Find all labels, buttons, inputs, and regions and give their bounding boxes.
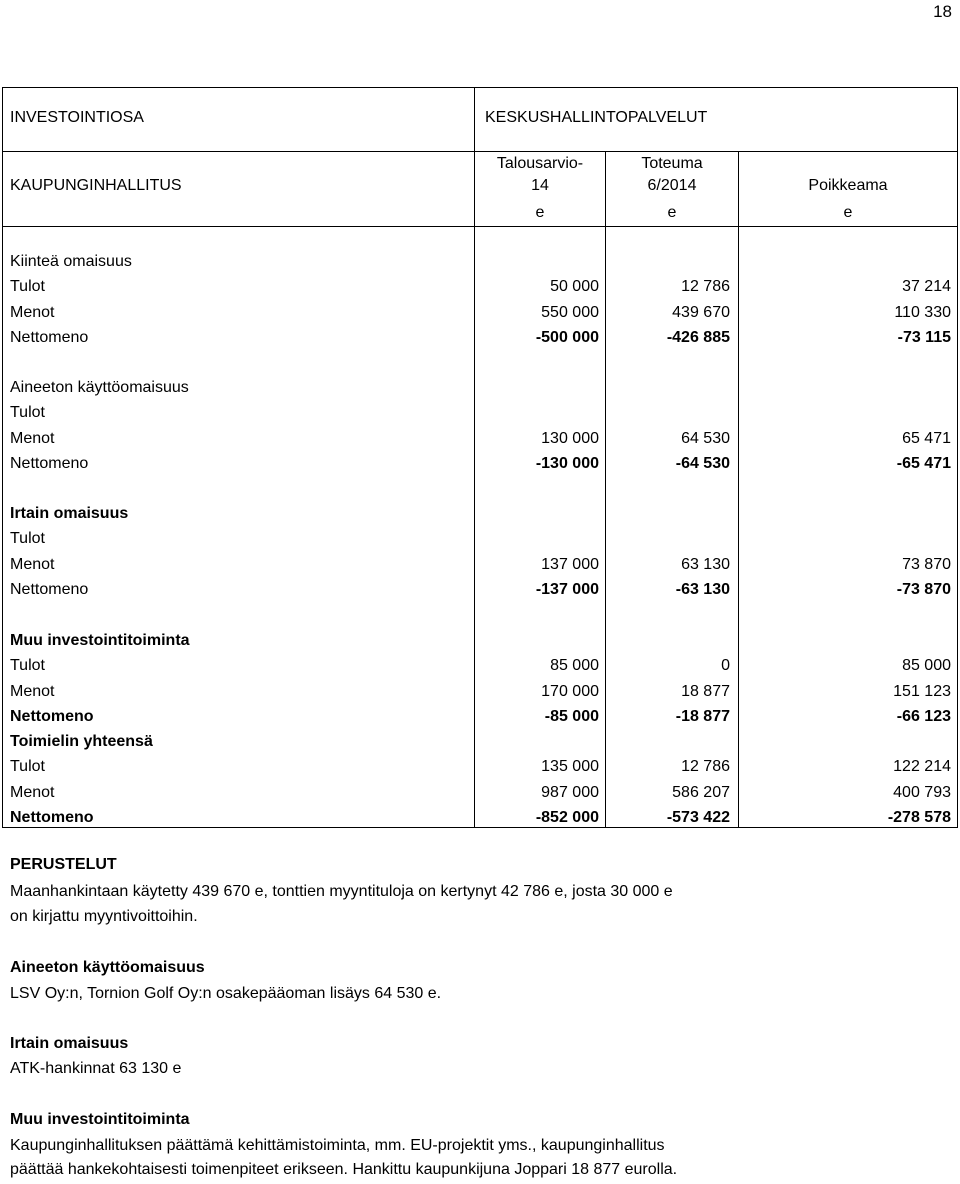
cell-actual: 18 877 [681, 683, 730, 700]
row-label: Nettomeno [10, 329, 89, 346]
row-label: Tulot [10, 278, 45, 295]
cell-budget: -130 000 [535, 455, 599, 472]
cell-actual: 0 [721, 657, 730, 674]
page-number: 18 [933, 2, 952, 21]
col-actual-header-1: Toteuma [641, 155, 703, 172]
notes-paragraph-1a: Maanhankintaan käytetty 439 670 e, tonttien myyntituloja on kertynyt 42 786 e, josta 30 000 e [10, 883, 673, 900]
notes-heading-movable: Irtain omaisuus [10, 1035, 129, 1052]
cell-budget: 135 000 [541, 758, 599, 775]
cell-diff: -73 870 [896, 581, 951, 598]
row-label: Nettomeno [10, 455, 89, 472]
cell-budget: -85 000 [544, 708, 599, 725]
row-label: Nettomeno [10, 708, 94, 725]
notes-paragraph-3: ATK-hankinnat 63 130 e [10, 1060, 182, 1077]
cell-actual: 439 670 [672, 304, 730, 321]
cell-diff: 85 000 [902, 657, 951, 674]
cell-actual: 586 207 [672, 784, 730, 801]
col-budget-unit: e [535, 204, 545, 221]
cell-actual: -426 885 [666, 329, 730, 346]
col-diff-header: Poikkeama [808, 177, 888, 194]
row-label: Menot [10, 304, 55, 321]
section-title: INVESTOINTIOSA [10, 109, 144, 126]
cell-actual: -573 422 [666, 809, 730, 826]
cell-diff: 65 471 [902, 430, 951, 447]
cell-diff: -73 115 [897, 329, 951, 346]
row-label: Tulot [10, 758, 45, 775]
group-title: Kiinteä omaisuus [10, 253, 132, 270]
cell-budget: 50 000 [550, 278, 599, 295]
cell-budget: -500 000 [535, 329, 599, 346]
group-title: Irtain omaisuus [10, 505, 129, 522]
cell-budget: -852 000 [535, 809, 599, 826]
row-label: Tulot [10, 657, 45, 674]
col-budget-header-2: 14 [531, 177, 549, 194]
row-label: Menot [10, 784, 55, 801]
cell-budget: 987 000 [541, 784, 599, 801]
cell-actual: 64 530 [681, 430, 730, 447]
cell-actual: -64 530 [675, 455, 730, 472]
row-label: Nettomeno [10, 809, 94, 826]
cell-diff: 151 123 [893, 683, 951, 700]
cell-actual: 63 130 [681, 556, 730, 573]
notes-paragraph-2: LSV Oy:n, Tornion Golf Oy:n osakepääoman lisäys 64 530 e. [10, 985, 442, 1002]
cell-diff: -278 578 [887, 809, 951, 826]
cell-budget: 137 000 [541, 556, 599, 573]
notes-paragraph-4a: Kaupunginhallituksen päättämä kehittämistoiminta, mm. EU-projektit yms., kaupunginhallitus [10, 1137, 665, 1154]
col-budget-header-1: Talousarvio- [496, 155, 584, 172]
cell-diff: 122 214 [893, 758, 951, 775]
notes-paragraph-1b: on kirjattu myyntivoittoihin. [10, 908, 198, 925]
cell-actual: 12 786 [681, 758, 730, 775]
group-title: Toimielin yhteensä [10, 733, 153, 750]
cell-actual: -18 877 [675, 708, 730, 725]
row-label: Menot [10, 430, 55, 447]
col-diff-unit: e [843, 204, 853, 221]
cell-budget: 170 000 [541, 683, 599, 700]
row-label: Tulot [10, 404, 45, 421]
notes-paragraph-4b: päättää hankekohtaisesti toimenpiteet erikseen. Hankittu kaupunkijuna Joppari 18 877 eurolla. [10, 1161, 678, 1178]
cell-diff: 110 330 [894, 304, 951, 321]
row-label: Nettomeno [10, 581, 89, 598]
cell-diff: -65 471 [896, 455, 951, 472]
cell-diff: 73 870 [902, 556, 951, 573]
notes-heading-intangible: Aineeton käyttöomaisuus [10, 959, 205, 976]
col-actual-unit: e [667, 204, 677, 221]
cell-diff: -66 123 [896, 708, 951, 725]
cell-diff: 400 793 [893, 784, 951, 801]
unit-title: KESKUSHALLINTOPALVELUT [485, 109, 708, 126]
cell-budget: 85 000 [550, 657, 599, 674]
row-label: Menot [10, 556, 55, 573]
row-label: Tulot [10, 530, 45, 547]
col-actual-header-2: 6/2014 [647, 177, 697, 194]
group-title: Muu investointitoiminta [10, 632, 190, 649]
cell-budget: 550 000 [541, 304, 599, 321]
group-title: Aineeton käyttöomaisuus [10, 379, 189, 396]
cell-actual: 12 786 [681, 278, 730, 295]
cell-diff: 37 214 [902, 278, 951, 295]
entity-title: KAUPUNGINHALLITUS [10, 177, 182, 194]
cell-budget: -137 000 [535, 581, 599, 598]
row-label: Menot [10, 683, 55, 700]
notes-heading-other: Muu investointitoiminta [10, 1111, 190, 1128]
cell-budget: 130 000 [541, 430, 599, 447]
cell-actual: -63 130 [675, 581, 730, 598]
notes-title: PERUSTELUT [10, 856, 117, 873]
